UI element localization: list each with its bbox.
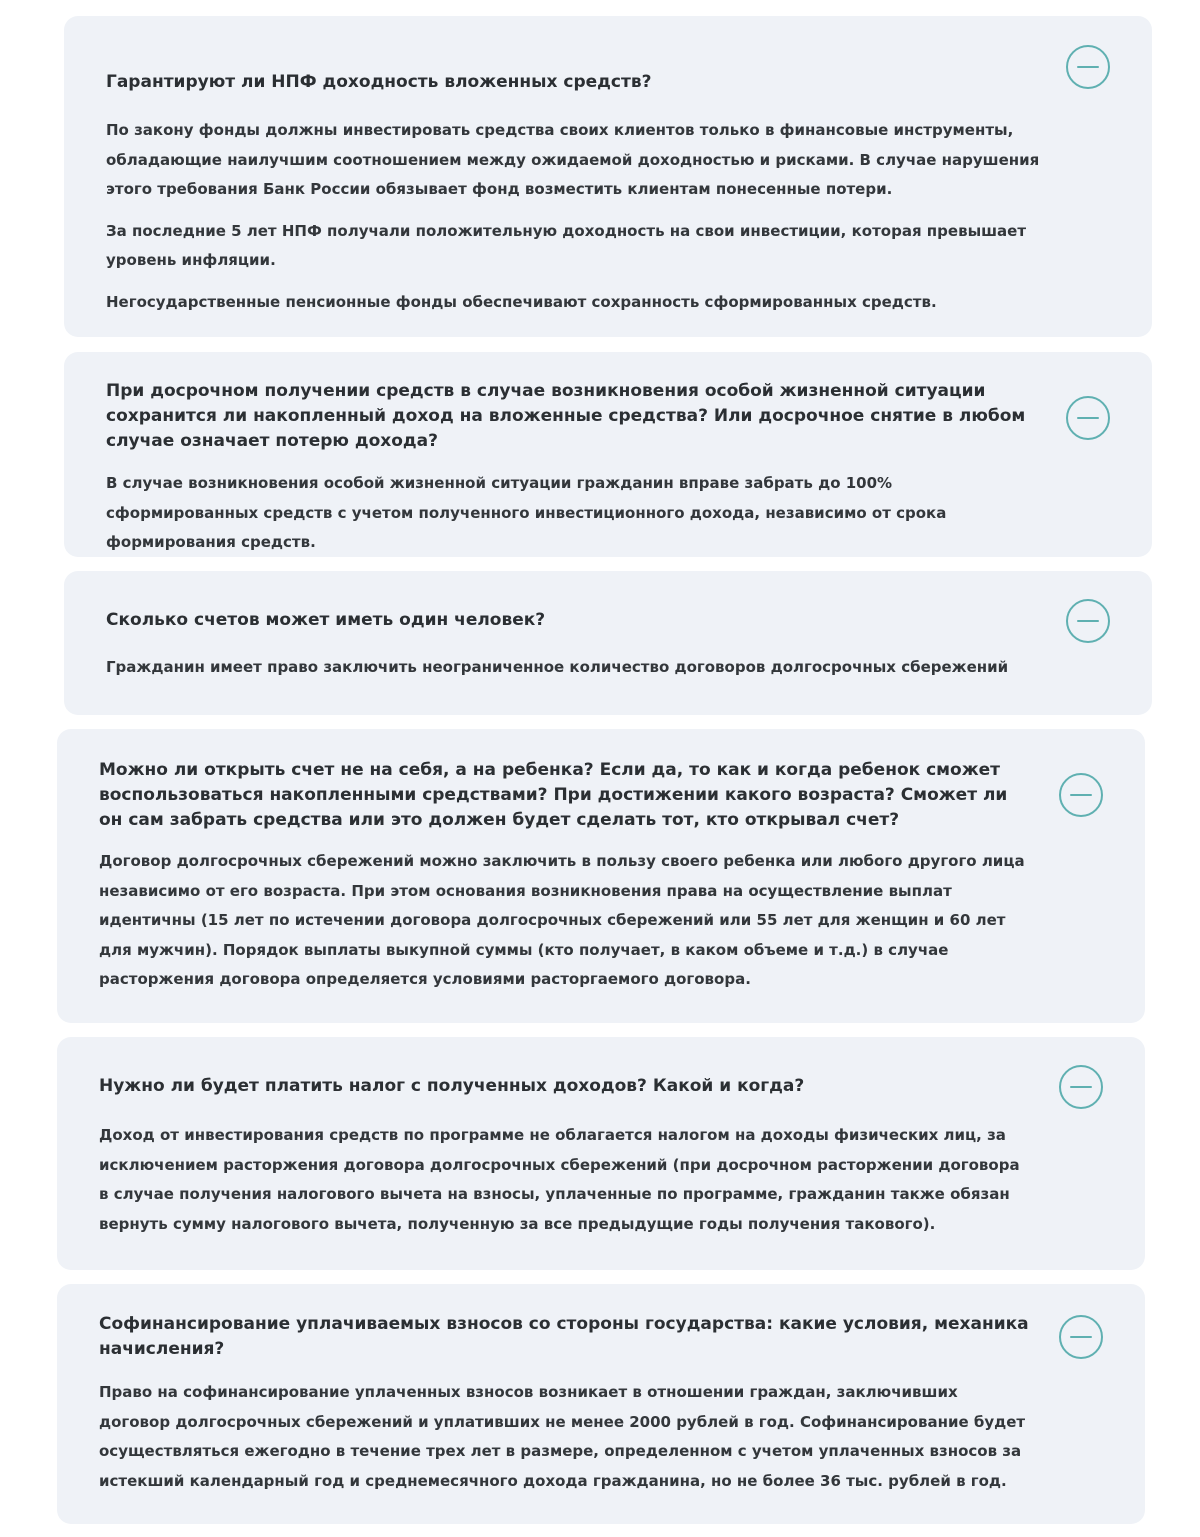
faq-answer-paragraph: Право на софинансирование уплаченных взносов возникает в отношении граждан, заключивших договор долгосрочных сбережений и уплативших не менее 2000 рублей в год. Софинансирование будет осуществляться ежегодно в течение трех лет в размере, определенном с учетом уплаченных взносов за истекший календарный год и среднемесячного дохода гражданина, но не более 36 тыс. рублей в год.	[99, 1383, 1026, 1490]
faq-question[interactable]: Софинансирование уплачиваемых взносов со стороны государства: какие условия, механика начисления?	[99, 1314, 1029, 1359]
faq-answer-paragraph: В случае возникновения особой жизненной ситуации гражданин вправе забрать до 100% сформированных средств с учетом полученного инвестиционного дохода, независимо от срока формирования средств.	[106, 474, 947, 551]
faq-item	[57, 1037, 1145, 1270]
minus-circle-icon	[1070, 794, 1092, 797]
faq-item	[57, 729, 1145, 1023]
faq-item	[57, 1284, 1145, 1524]
faq-answer-paragraph: За последние 5 лет НПФ получали положительную доходность на свои инвестиции, которая превышает уровень инфляции.	[106, 221, 1027, 269]
faq-answer	[99, 1378, 1033, 1496]
collapse-toggle-button[interactable]	[1066, 599, 1110, 643]
faq-answer-paragraph: По закону фонды должны инвестировать средства своих клиентов только в финансовые инструменты, обладающие наилучшим соотношением между ожидаемой доходностью и рисками. В случае нарушения этого требования Банк России обязывает фонд возместить клиентам понесенные потери.	[106, 121, 1040, 198]
collapse-toggle-button[interactable]	[1066, 45, 1110, 89]
faq-answer-paragraph: Негосударственные пенсионные фонды обеспечивают сохранность сформированных средств.	[106, 292, 937, 311]
collapse-toggle-button[interactable]	[1059, 773, 1103, 817]
faq-answer	[106, 116, 1040, 317]
faq-item	[64, 16, 1152, 337]
faq-question[interactable]: Гарантируют ли НПФ доходность вложенных средств?	[106, 72, 652, 92]
minus-circle-icon	[1070, 1086, 1092, 1089]
faq-answer	[106, 653, 1040, 683]
minus-circle-icon	[1077, 620, 1099, 623]
faq-question[interactable]: Нужно ли будет платить налог с полученных доходов? Какой и когда?	[99, 1076, 805, 1096]
faq-question[interactable]: Сколько счетов может иметь один человек?	[106, 610, 546, 630]
minus-circle-icon	[1077, 417, 1099, 420]
faq-answer	[99, 1121, 1033, 1239]
collapse-toggle-button[interactable]	[1066, 396, 1110, 440]
faq-answer-paragraph: Гражданин имеет право заключить неограниченное количество договоров долгосрочных сбережений	[106, 658, 1009, 676]
collapse-toggle-button[interactable]	[1059, 1315, 1103, 1359]
faq-answer	[99, 847, 1033, 995]
faq-answer-paragraph: Договор долгосрочных сбережений можно заключить в пользу своего ребенка или любого другого лица независимо от его возраста. При этом основания возникновения права на осуществление выплат идентичны (15 лет по истечении договора долгосрочных сбережений или 55 лет для женщин и 60 лет для мужчин). Порядок выплаты выкупной суммы (кто получает, в каком объеме и т.д.) в случае расторжения договора определяется условиями расторгаемого договора.	[99, 852, 1025, 988]
faq-answer-paragraph: Доход от инвестирования средств по программе не облагается налогом на доходы физических лиц, за исключением расторжения договора долгосрочных сбережений (при досрочном расторжении договора в случае получения налогового вычета на взносы, уплаченные по программе, гражданин также обязан вернуть сумму налогового вычета, полученную за все предыдущие годы получения такового).	[99, 1126, 1020, 1233]
faq-question[interactable]: При досрочном получении средств в случае возникновения особой жизненной ситуации сохранится ли накопленный доход на вложенные средства? Или досрочное снятие в любом случае означает потерю дохода?	[106, 381, 1026, 451]
collapse-toggle-button[interactable]	[1059, 1065, 1103, 1109]
faq-answer	[106, 469, 1040, 558]
faq-item	[64, 352, 1152, 557]
minus-circle-icon	[1070, 1336, 1092, 1339]
minus-circle-icon	[1077, 66, 1099, 69]
faq-item	[64, 571, 1152, 715]
faq-question[interactable]: Можно ли открыть счет не на себя, а на ребенка? Если да, то как и когда ребенок сможет воспользоваться накопленными средствами? При достижении какого возраста? Сможет ли он сам забрать средства или это должен будет сделать тот, кто открывал счет?	[99, 760, 1008, 830]
